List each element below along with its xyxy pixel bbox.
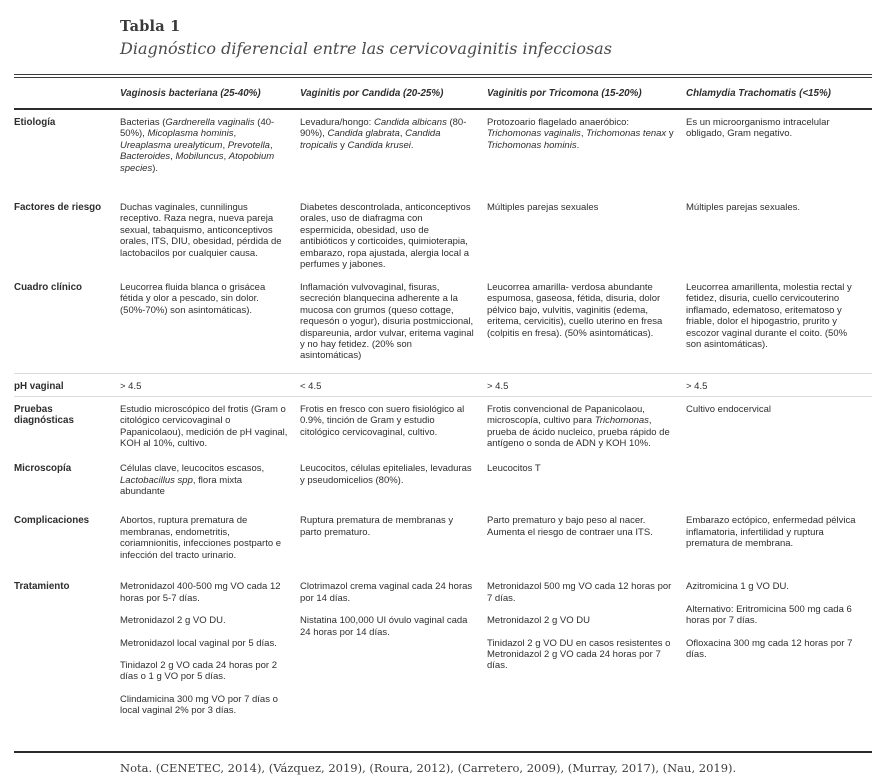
table-header-row	[14, 78, 872, 110]
table-cell: Estudio microscópico del frotis (Gram o citológico cervicovaginal o Papanicolaou), medición de pH vaginal, KOH al 10%, cultivo.	[120, 403, 288, 450]
table-row	[14, 396, 872, 456]
table-cell: Embarazo ectópico, enfermedad pélvica inflamatoria, infertilidad y ruptura prematura de membrana.	[686, 515, 856, 550]
table-cell: Metronidazol 400-500 mg VO cada 12 horas por 5-7 días. Metronidazol 2 g VO DU. Metronidazol local vaginal por 5 días. Tinidazol 2 g VO cada 24 horas por 2 días o 1 g VO por 5 días. Clindamicina 300 mg VO por 7 días o local vaginal 2% por 3 días.	[120, 581, 281, 717]
table-cell: Parto prematuro y bajo peso al nacer. Aumenta el riesgo de contraer una ITS.	[487, 515, 653, 538]
table-row	[14, 508, 872, 574]
table-cell: Células clave, leucocitos escasos, Lactobacillus spp, flora mixta abundante	[120, 463, 265, 498]
table-row	[14, 456, 872, 508]
row-label: Complicaciones	[14, 515, 90, 527]
table-cell: Levadura/hongo: Candida albicans (80-90%), Candida glabrata, Candida tropicalis y Candida krusei.	[300, 117, 467, 151]
table-cell: Ruptura prematura de membranas y parto prematuro.	[300, 515, 454, 538]
table-cell	[686, 456, 872, 508]
table-cell: Azitromicina 1 g VO DU. Alternativo: Eritromicina 500 mg cada 6 horas por 7 días. Ofloxacina 300 mg cada 12 horas por 7 días.	[686, 581, 853, 660]
table-title: Diagnóstico diferencial entre las cervicovaginitis infecciosas	[120, 39, 612, 58]
table-cell: Clotrimazol crema vaginal cada 24 horas por 14 días. Nistatina 100,000 UI óvulo vaginal cada 24 horas por 14 días.	[300, 581, 473, 638]
column-header: Vaginitis por Tricomona (15-20%)	[487, 78, 686, 110]
table-row	[14, 195, 872, 275]
table-cell: Metronidazol 500 mg VO cada 12 horas por 7 días. Metronidazol 2 g VO DU Tinidazol 2 g VO DU en casos resistentes o Metronidazol 2 g VO cada 24 horas por 7 días.	[487, 581, 672, 672]
table-row	[14, 275, 872, 373]
table-cell: Es un microorganismo intracelular obligado, Gram negativo.	[686, 117, 830, 140]
table-cell: > 4.5	[686, 373, 872, 396]
table-row	[14, 109, 872, 195]
table-cell: Bacterias (Gardnerella vaginalis (40-50%), Micoplasma hominis, Ureaplasma urealyticum, Prevotella, Bacteroides, Mobiluncus, Atopobium species).	[120, 117, 275, 174]
table-cell: < 4.5	[300, 373, 487, 396]
table-cell: Frotis convencional de Papanicolaou, microscopía, cultivo para Trichomonas, prueba de ácido nucleico, prueba rápido de antígeno o sonda de ADN y KOH 10%.	[487, 403, 670, 450]
row-label-header	[14, 78, 120, 110]
table-body	[14, 109, 872, 752]
row-label: Pruebas diagnósticas	[14, 403, 74, 426]
table-cell: Leucocitos, células epiteliales, levaduras y pseudomicelios (80%).	[300, 463, 472, 486]
table-cell: Duchas vaginales, cunnilingus receptivo. Raza negra, nueva pareja sexual, tabaquismo, anticonceptivos orales, ITS, DIU, obesidad, pérdida de lactobacilos por cualquier causa.	[120, 202, 282, 259]
table-cell: Leucorrea amarillenta, molestia rectal y fetidez, disuria, cuello cervicouterino inflamado, edematoso, eritematoso y friable, dolor el hipogastrio, prurito y escozor vaginal durante el coito. (50% son asintomáticas).	[686, 282, 852, 350]
table-cell: Cultivo endocervical	[686, 403, 772, 415]
table-container	[14, 74, 872, 753]
table-number: Tabla 1	[120, 18, 181, 35]
table-cell: > 4.5	[120, 373, 300, 396]
table-cell: Leucorrea fluida blanca o grisácea fétida y olor a pescado, sin dolor. (50%-70%) son asintomáticas).	[120, 282, 266, 316]
row-label: Etiología	[14, 117, 56, 128]
table-cell: Múltiples parejas sexuales.	[686, 202, 801, 213]
column-header: Vaginosis bacteriana (25-40%)	[120, 78, 300, 110]
table-cell: > 4.5	[487, 373, 686, 396]
row-label: pH vaginal	[14, 373, 120, 396]
table-note: Nota. (CENETEC, 2014), (Vázquez, 2019), (Roura, 2012), (Carretero, 2009), (Murray, 2017), (Nau, 2019).	[120, 761, 737, 776]
table-caption	[120, 18, 872, 58]
table-row	[14, 373, 872, 396]
table-cell: Leucocitos T	[487, 463, 541, 475]
table-cell: Inflamación vulvovaginal, fisuras, secreción blanquecina adherente a la mucosa con grumos (queso cottage, requesón o yogur), disuria postmiccional, dispareunia, ardor vulvar, eritema vaginal y no hay fetidez. (20% son asintomáticas)	[300, 282, 474, 362]
row-label: Cuadro clínico	[14, 282, 83, 293]
table-cell: Abortos, ruptura prematura de membranas, endometritis, coriamnionitis, infecciones postparto e infección del tracto urinario.	[120, 515, 282, 561]
table-cell: Múltiples parejas sexuales	[487, 202, 599, 213]
row-label: Tratamiento	[14, 581, 70, 593]
table-cell: Protozoario flagelado anaeróbico: Trichomonas vaginalis, Trichomonas tenax y Trichomonas hominis.	[487, 117, 674, 151]
table-cell: Diabetes descontrolada, anticonceptivos orales, uso de diafragma con espermicida, obesidad, uso de antibióticos y corticoides, quimioterapia, embarazo, ropa ajustada, alergia local a perfumes y jabones.	[300, 202, 471, 270]
table-row	[14, 574, 872, 752]
row-label: Factores de riesgo	[14, 202, 102, 213]
row-label: Microscopía	[14, 463, 72, 475]
column-header: Chlamydia Trachomatis (<15%)	[686, 78, 872, 110]
column-header: Vaginitis por Candida (20-25%)	[300, 78, 487, 110]
differential-diagnosis-table	[14, 77, 872, 753]
table-cell: Leucorrea amarilla- verdosa abundante espumosa, gaseosa, fétida, disuria, dolor pélvico bajo, vulvitis, vaginitis (edema, eritema, cervicitis), cuello uterino en fresa (colpitis en fresa). (50% asintomáticas).	[487, 282, 663, 339]
table-cell: Frotis en fresco con suero fisiológico al 0.9%, tinción de Gram y estudio citológico cervicovaginal, cultivo.	[300, 403, 465, 438]
